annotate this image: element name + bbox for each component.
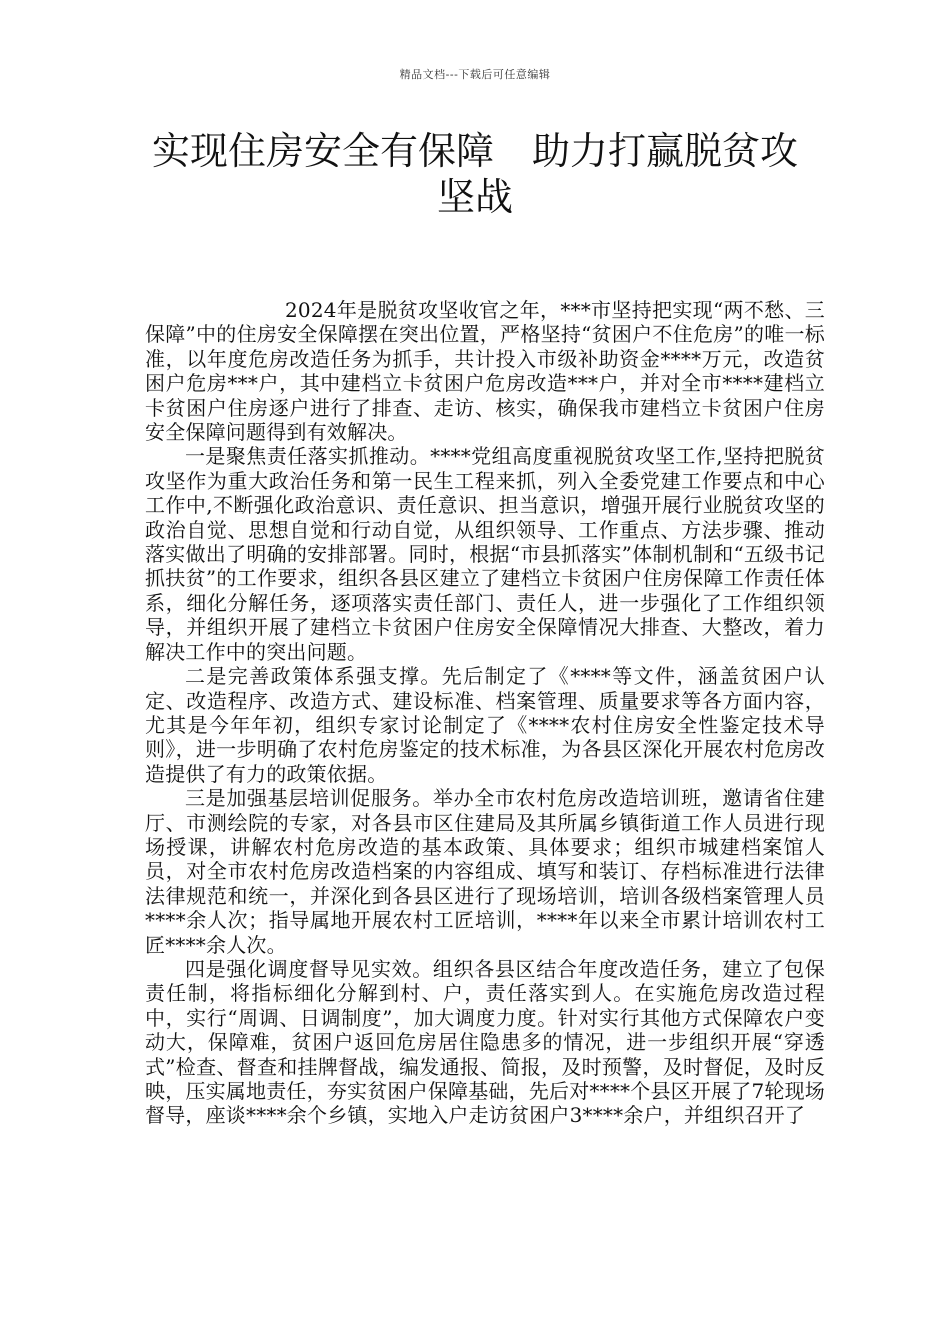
paragraph-policy: 二是完善政策体系强支撑。先后制定了《****等文件，涵盖贫困户认定、改造程序、改造方式、建设标准、档案管理、质量要求等各方面内容，尤其是今年年初，组织专家讨论制定了《****农村住房安全性鉴定技术导则》，进一步明确了农村危房鉴定的技术标准，为各县区深化开展农村危房改造提供了有力的政策依据。 xyxy=(145,664,825,786)
document-body xyxy=(145,298,825,1128)
paragraph-training: 三是加强基层培训促服务。举办全市农村危房改造培训班，邀请省住建厅、市测绘院的专家，对各县市区住建局及其所属乡镇街道工作人员进行现场授课，讲解农村危房改造的基本政策、具体要求；组织市城建档案馆人员，对全市农村危房改造档案的内容组成、填写和装订、存档标准进行法律法律规范和统一，并深化到各县区进行了现场培训，培训各级档案管理人员****余人次；指导属地开展农村工匠培训，****年以来全市累计培训农村工匠****余人次。 xyxy=(145,786,825,957)
document-title xyxy=(120,128,830,220)
title-line-1: 实现住房安全有保障 助力打赢脱贫攻 xyxy=(151,129,798,173)
paragraph-supervision: 四是强化调度督导见实效。组织各县区结合年度改造任务，建立了包保责任制，将指标细化分解到村、户，责任落实到人。在实施危房改造过程中，实行“周调、日调制度”，加大调度力度。针对实行其他方式保障农户变动大，保障难，贫困户返回危房居住隐患多的情况，进一步组织开展“穿透式”检查、督查和挂牌督战，编发通报、简报，及时预警，及时督促，及时反映，压实属地责任，夯实贫困户保障基础，先后对****个县区开展了7轮现场督导，座谈****余个乡镇，实地入户走访贫困户3****余户，并组织召开了 xyxy=(145,956,825,1128)
paragraph-responsibility: 一是聚焦责任落实抓推动。****党组高度重视脱贫攻坚工作,坚持把脱贫攻坚作为重大政治任务和第一民生工程来抓，列入全委党建工作要点和中心工作中,不断强化政治意识、责任意识、担当意识，增强开展行业脱贫攻坚的政治自觉、思想自觉和行动自觉，从组织领导、工作重点、方法步骤、推动落实做出了明确的安排部署。同时，根据“市县抓落实”体制机制和“五级书记抓扶贫”的工作要求，组织各县区建立了建档立卡贫困户住房保障工作责任体系，细化分解任务，逐项落实责任部门、责任人，进一步强化了工作组织领导，并组织开展了建档立卡贫困户住房安全保障情况大排查、大整改，着力解决工作中的突出问题。 xyxy=(145,444,825,664)
page-header-note: 精品文档---下载后可任意编辑 xyxy=(399,68,551,81)
intro-paragraph: 2024年是脱贫攻坚收官之年，***市坚持把实现“两不愁、三保障”中的住房安全保障摆在突出位置，严格坚持“贫困户不住危房”的唯一标准，以年度危房改造任务为抓手，共计投入市级补助资金****万元，改造贫困户危房***户，其中建档立卡贫困户危房改造***户，并对全市****建档立卡贫困户住房逐户进行了排查、走访、核实，确保我市建档立卡贫困户住房安全保障问题得到有效解决。 xyxy=(145,298,825,445)
title-line-2: 坚战 xyxy=(436,175,513,219)
